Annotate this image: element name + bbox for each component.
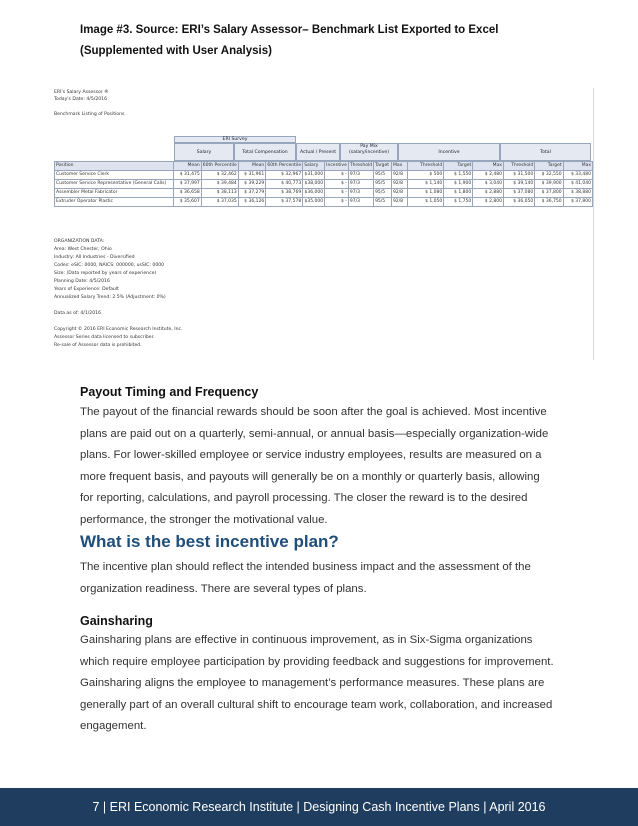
table-cell: Customer Service Clerk [55,171,174,180]
column-header: Target [535,162,563,171]
section-heading-gainsharing: Gainsharing [80,614,153,628]
org-line: Years of Experience: Default [54,287,119,292]
table-cell: $ 37,800 [563,198,592,207]
table-cell: $35,000 [303,198,325,207]
table-cell: $ 39,229 [238,180,265,189]
table-cell: $ 32,967 [266,171,303,180]
column-header: Mean [174,162,201,171]
org-line [54,318,183,326]
paragraph-line: for reporting, calculations, and payroll processing. The closer the reward is to the desired [80,492,528,505]
org-line: Annualized Salary Trend: 2.5% (Adjustment: 0%) [54,295,166,300]
table-header-row [55,162,593,171]
table-cell: $ - [325,198,349,207]
table-cell: $ 36,126 [238,198,265,207]
pay-mix-group-header [340,143,398,161]
table-cell: $36,000 [303,189,325,198]
column-header: 60th Percentile [266,162,303,171]
paragraph-line: Gainsharing plans are effective in continuous improvement, as in Six-Sigma organizations [80,634,533,646]
table-cell: $ 37,035 [201,198,238,207]
table-cell: 97/3 [348,171,373,180]
table-cell: $ 1,080 [407,189,444,198]
incentive-group-header [398,143,500,161]
table-row [55,180,593,189]
table-cell: 95/5 [374,171,392,180]
total-comp-group-header [234,143,296,161]
paragraph-line: more frequent basis, and payouts will generally be on a monthly or quarterly basis, allowing [80,470,540,483]
eri-survey-header: ERI Survey [174,136,296,143]
table-cell: Assembler Metal Fabricator [55,189,174,198]
table-cell: 97/3 [348,198,373,207]
table-cell: 92/8 [391,198,407,207]
payout-paragraph [80,402,570,532]
table-cell: $ 1,750 [444,198,473,207]
incentive-group-label: Incentive [438,150,460,155]
table-cell: $ 38,769 [266,189,303,198]
column-header: Target [444,162,473,171]
paragraph-line: The payout of the financial rewards should be soon after the goal is achieved. Most incentive [80,406,547,418]
page-footer [0,788,638,826]
table-cell: $ 500 [407,171,444,180]
table-cell: 92/8 [391,189,407,198]
table-cell: $ 33,480 [563,171,592,180]
org-line: Re-sale of Assessor data is prohibited. [54,343,142,348]
table-row [55,171,593,180]
actual-present-label: Actual / Present [299,150,337,155]
column-header: Target [374,162,392,171]
paragraph-line: plans. For lower-skilled employee or service industry employees, results are measured on a [80,449,542,462]
actual-present-group-header [296,143,340,161]
gainsharing-paragraph [80,630,570,738]
table-cell: $ 37,800 [535,189,563,198]
table-cell: $ 35,607 [174,198,201,207]
table-cell: $ - [325,171,349,180]
table-cell: $ 36,750 [535,198,563,207]
caption-line-1: Image #3. Source: ERI’s Salary Assessor– Benchmark List Exported to Excel [80,24,499,36]
org-line: Industry: All Industries - Diversified [54,255,135,260]
column-header: 60th Percentile [201,162,238,171]
column-header: Position [55,162,174,171]
table-cell: Customer Service Representative (General Calls) [55,180,174,189]
table-cell: 97/3 [348,180,373,189]
table-row [55,198,593,207]
table-cell: $38,000 [303,180,325,189]
table-cell: $ 37,578 [266,198,303,207]
image-caption [80,20,560,62]
section-heading-best-plan: What is the best incentive plan? [80,532,339,551]
sheet-list-title: Benchmark Listing of Positions [54,112,125,117]
organization-data-block [54,238,183,350]
salary-group-header [174,143,234,161]
table-cell: $ 36,658 [174,189,201,198]
column-header: Incentive [325,162,349,171]
paragraph-line: engagement. [80,720,147,733]
table-cell: Extruder Operator Plastic [55,198,174,207]
org-line: Size: (Data reported by years of experience) [54,271,157,276]
footer-text: 7 | ERI Economic Research Institute | Designing Cash Incentive Plans | April 2016 [92,800,546,814]
column-header: Mean [238,162,265,171]
paragraph-line: organization readiness. There are several types of plans. [80,582,367,595]
table-cell: $ 40,773 [266,180,303,189]
table-cell: $ 31,475 [174,171,201,180]
column-header: Threshold [348,162,373,171]
best-plan-paragraph [80,557,570,600]
paragraph-line: The incentive plan should reflect the intended business impact and the assessment of the [80,561,531,573]
table-cell: $ 1,900 [444,180,473,189]
column-header: Max [563,162,592,171]
table-cell: $ 37,279 [238,189,265,198]
paragraph-line: plans are paid out on a quarterly, semi-annual, or annual basis—especially organization-wide [80,427,549,440]
table-cell: $ 31,500 [503,171,534,180]
table-cell: $ 32,550 [535,171,563,180]
column-header: Max [391,162,407,171]
table-cell: $ 1,050 [407,198,444,207]
pay-mix-label-2: (salary/incentive) [348,150,390,155]
table-cell: $ 38,880 [563,189,592,198]
table-cell: $ 39,900 [535,180,563,189]
section-heading-payout: Payout Timing and Frequency [80,385,259,399]
org-line: Area: West Chester, Ohio [54,247,112,252]
total-comp-group-label: Total Compensation [242,150,288,155]
table-cell: $ 37,997 [174,180,201,189]
table-cell: $ 38,113 [201,189,238,198]
table-cell: 92/8 [391,180,407,189]
org-line: Assessor Series data licensed to subscriber. [54,335,155,340]
org-line: Data as of: 4/1/2016 [54,311,102,316]
table-cell: $ 37,080 [503,189,534,198]
table-cell: $ 1,140 [407,180,444,189]
caption-line-2: (Supplemented with User Analysis) [80,45,272,57]
table-cell: $ - [325,180,349,189]
org-line: ORGANIZATION DATA: [54,239,105,244]
table-cell: $ 1,550 [444,171,473,180]
table-cell: $ 32,462 [201,171,238,180]
table-cell: $ 2,480 [473,171,504,180]
salary-group-label: Salary [196,150,212,155]
sheet-date: Today's Date: 4/5/2016 [54,97,108,102]
table-cell: $ 39,140 [503,180,534,189]
table-cell: $ 39,484 [201,180,238,189]
column-header: Max [473,162,504,171]
paragraph-line: performance, the stronger the motivational value. [80,513,328,526]
benchmark-table [54,161,593,207]
org-line [54,302,183,310]
org-line: Copyright © 2016 ERI Economic Research Institute, Inc. [54,327,183,332]
table-cell: $ - [325,189,349,198]
table-cell: $ 41,040 [563,180,592,189]
table-row [55,189,593,198]
table-cell: 95/5 [374,198,392,207]
sheet-app-title: ERI's Salary Assessor ® [54,90,109,95]
table-cell: $ 36,050 [503,198,534,207]
table-cell: 97/3 [348,189,373,198]
table-cell: 92/8 [391,171,407,180]
table-cell: $ 31,961 [238,171,265,180]
table-cell: $ 2,800 [473,198,504,207]
paragraph-line: Gainsharing aligns the employee to management’s performance measures. These plans are [80,677,545,690]
benchmark-spreadsheet-image [52,88,594,360]
table-cell: $ 3,040 [473,180,504,189]
column-header: Threshold [407,162,444,171]
pay-mix-label-1: Pay Mix [360,144,378,149]
column-header: Salary [303,162,325,171]
table-cell: 95/5 [374,180,392,189]
org-line: Codes: eSIC: 0000, NAICS: 000000, usSIC: 0000 [54,263,165,268]
table-cell: $ 1,800 [444,189,473,198]
table-cell: $31,000 [303,171,325,180]
table-cell: $ 2,880 [473,189,504,198]
org-line: Planning Date: 4/5/2016 [54,279,110,284]
table-cell: 95/5 [374,189,392,198]
total-group-header [500,143,591,161]
paragraph-line: which require employee participation by providing feedback and suggestions for improvement. [80,655,554,668]
total-group-label: Total [540,150,551,155]
column-header: Threshold [503,162,534,171]
paragraph-line: generally part of an overall cultural shift to encourage team work, collaboration, and increased [80,698,553,711]
